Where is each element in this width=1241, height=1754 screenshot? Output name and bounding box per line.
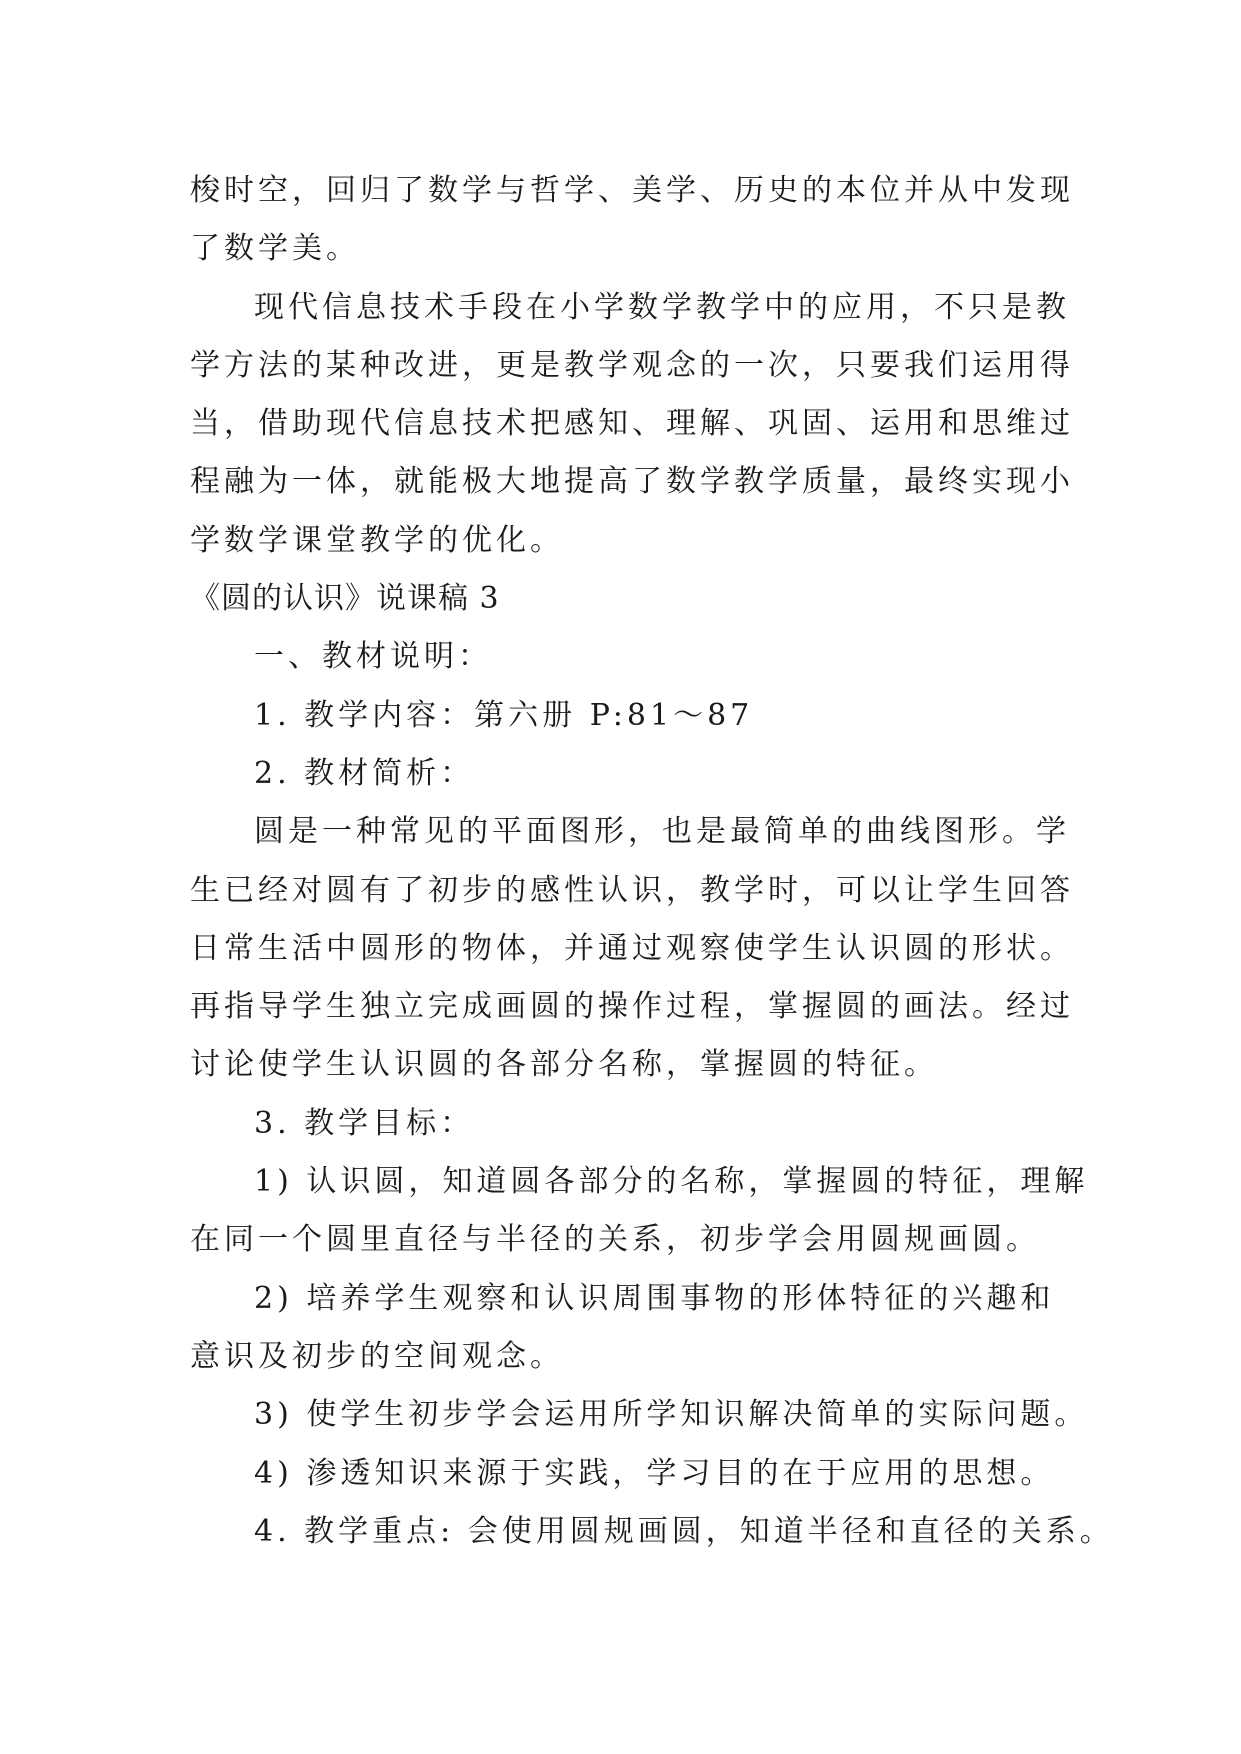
text-line: 程融为一体，就能极大地提高了数学教学质量，最终实现小 [190,464,1074,500]
text-line: 意识及初步的空间观念。 [190,1338,564,1374]
text-line: 3. 教学目标： [254,1105,475,1141]
text-line: 4. 教学重点: 会使用圆规画圆，知道半径和直径的关系。 [254,1513,1114,1549]
text-line: 讨论使学生认识圆的各部分名称，掌握圆的特征。 [190,1047,938,1083]
text-line: 学方法的某种改进，更是教学观念的一次，只要我们运用得 [190,347,1074,383]
text-line: 生已经对圆有了初步的感性认识，教学时，可以让学生回答 [190,872,1074,908]
section-heading: 《圆的认识》说课稿 3 [190,581,500,617]
text-line: 一、教材说明： [254,639,492,675]
text-line: 2) 培养学生观察和认识周围事物的形体特征的兴趣和 [254,1280,1055,1316]
text-line: 1. 教学内容：第六册 P:81～87 [254,697,754,733]
text-line: 4) 渗透知识来源于实践，学习目的在于应用的思想。 [254,1455,1055,1491]
text-line: 1) 认识圆，知道圆各部分的名称，掌握圆的特征，理解 [254,1164,1089,1200]
text-line: 圆是一种常见的平面图形，也是最简单的曲线图形。学 [254,814,1070,850]
text-line: 在同一个圆里直径与半径的关系，初步学会用圆规画圆。 [190,1222,1040,1258]
text-line: 日常生活中圆形的物体，并通过观察使学生认识圆的形状。 [190,930,1074,966]
text-line: 再指导学生独立完成画圆的操作过程，掌握圆的画法。经过 [190,989,1074,1025]
text-line: 3) 使学生初步学会运用所学知识解决简单的实际问题。 [254,1397,1089,1433]
text-line: 学数学课堂教学的优化。 [190,522,564,558]
text-line: 当，借助现代信息技术把感知、理解、巩固、运用和思维过 [190,406,1074,442]
document-body [190,162,1114,1561]
text-line: 了数学美。 [190,231,360,267]
text-line: 梭时空，回归了数学与哲学、美学、历史的本位并从中发现 [190,173,1074,208]
text-line: 2. 教材简析： [254,755,475,791]
text-line: 现代信息技术手段在小学数学教学中的应用，不只是教 [254,289,1070,325]
